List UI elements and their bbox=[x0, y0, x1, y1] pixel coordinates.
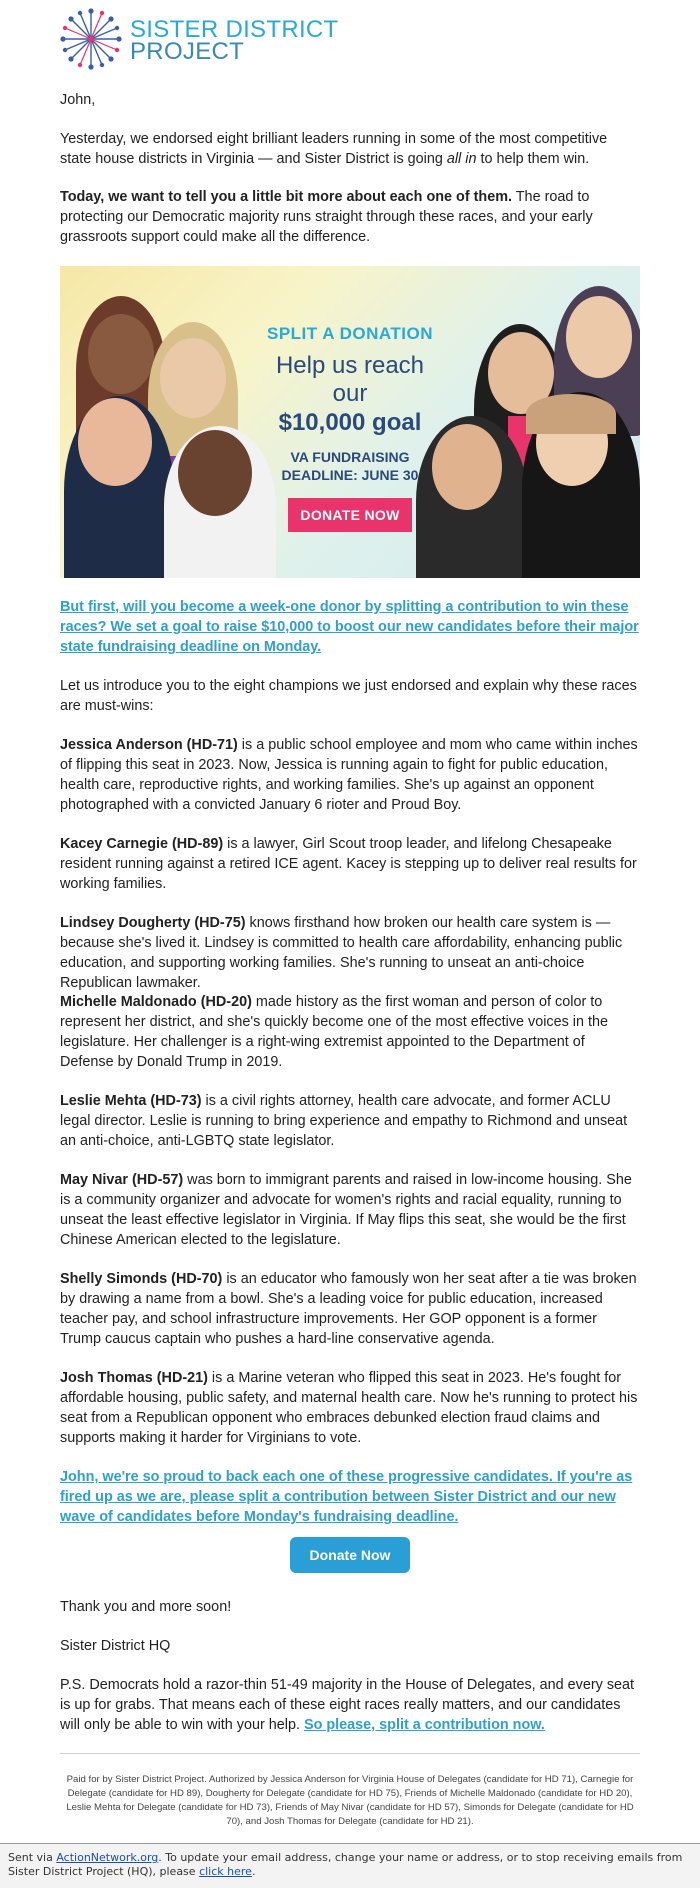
banner-donate-button[interactable]: DONATE NOW bbox=[288, 498, 411, 532]
candidate-paragraph: Shelly Simonds (HD-70) is an educator who famously won her seat after a tie was broken by drawing a name from a bowl. She's a leading voice for public education, increased teacher pay, and school infrastructure improvements. Her GOP opponent is a former Trump caucus captain who pushes a hard-line conservative agenda. bbox=[60, 1271, 637, 1347]
all-in-emphasis: all in bbox=[446, 151, 477, 167]
donation-banner[interactable] bbox=[60, 266, 640, 578]
split-contribution-link[interactable]: John, we're so proud to back each one of these progressive candidates. If you're as fired up as we are, please split a contribution between Sister District and our new wave of candidates before Monday's fundraising deadline. bbox=[60, 1469, 633, 1525]
candidate-hair-right-4 bbox=[526, 394, 616, 434]
paid-for-disclaimer: Paid for by Sister District Project. Authorized by Jessica Anderson for Virginia House of Delegates (candidate for HD 71), Carnegie for Delegate (candidate for HD 89), Dougherty for Delegate (candidate for HD 75), Friends of Michelle Maldonado (candidate for HD 20), Leslie Mehta for Delegate (candidate for HD 73), Friends of May Nivar (candidate for HD 57), Simonds for Delegate (candidate for HD 70), and Josh Thomas for Delegate (candidate for HD 21). bbox=[66, 1774, 634, 1827]
today-bold: Today, we want to tell you a little bit more about each one of them. bbox=[60, 189, 513, 205]
logo[interactable] bbox=[60, 8, 340, 70]
signoff-text: Sister District HQ bbox=[60, 1638, 171, 1654]
banner-goal-text: $10,000 goal bbox=[278, 409, 422, 436]
candidate-name: Lindsey Dougherty (HD-75) bbox=[60, 915, 246, 931]
donate-now-button[interactable]: Donate Now bbox=[290, 1537, 411, 1573]
ps-split-link[interactable]: So please, split a contribution now. bbox=[303, 1717, 545, 1733]
sister-district-burst-icon bbox=[60, 8, 122, 70]
candidate-face-left-4 bbox=[178, 430, 252, 516]
candidate-name: May Nivar (HD-57) bbox=[60, 1172, 184, 1188]
banner-split-heading: SPLIT A DONATION bbox=[266, 324, 434, 343]
split-contribution-link-paragraph bbox=[60, 1467, 640, 1527]
candidate-name: Michelle Maldonado (HD-20) bbox=[60, 994, 252, 1010]
banner-va-deadline-line2: DEADLINE: JUNE 30 bbox=[281, 467, 419, 483]
ps-paragraph: P.S. Democrats hold a razor-thin 51-49 majority in the House of Delegates, and every seat is up for grabs. That means each of these eight races really matters, and our candidates will only be able to win with your help. So please, split a contribution now. bbox=[60, 1677, 635, 1733]
candidate-name: Jessica Anderson (HD-71) bbox=[60, 737, 238, 753]
intro-paragraph: Yesterday, we endorsed eight brilliant leaders running in some of the most competitive state house districts in Virginia — and Sister District is going all in to help them win. bbox=[60, 131, 608, 167]
today-paragraph: Today, we want to tell you a little bit more about each one of them. The road to protecting our Democratic majority runs straight through these races, and your early grassroots support could make all the difference. bbox=[60, 189, 593, 245]
logo-line2: PROJECT bbox=[130, 38, 245, 65]
candidate-paragraph: Leslie Mehta (HD-73) is a civil rights attorney, health care advocate, and former ACLU legal director. Leslie is running to bring experience and empathy to Richmond and unseat an anti-choice, anti-LGBTQ state legislator. bbox=[60, 1093, 628, 1149]
candidate-face-right-3 bbox=[432, 424, 502, 510]
candidate-face-left-3 bbox=[78, 398, 152, 486]
candidate-name: Leslie Mehta (HD-73) bbox=[60, 1093, 202, 1109]
action-network-footer: Sent via ActionNetwork.org. To update your email address, change your name or address, or to stop receiving emails from Sister District Project (HQ), please click here. bbox=[0, 1843, 700, 1888]
candidate-name: Josh Thomas (HD-21) bbox=[60, 1370, 208, 1386]
banner-help-text: Help us reach our bbox=[275, 352, 425, 407]
candidate-face-left-2 bbox=[160, 338, 226, 418]
candidate-face-left-1 bbox=[88, 314, 154, 394]
candidate-paragraph: Jessica Anderson (HD-71) is a public school employee and mom who came within inches of flipping this seat in 2023. Now, Jessica is running again to fight for public education, health care, reproductive rights, and working families. She's up against an opponent photographed with a convicted January 6 rioter and Proud Boy. bbox=[60, 737, 638, 813]
cta-wrap bbox=[60, 1537, 640, 1573]
week-one-donor-link-paragraph bbox=[60, 597, 640, 657]
actionnetwork-link[interactable]: ActionNetwork.org bbox=[56, 1851, 159, 1864]
intro-candidates: Let us introduce you to the eight champions we just endorsed and explain why these races are must-wins: bbox=[60, 678, 637, 714]
candidate-name: Shelly Simonds (HD-70) bbox=[60, 1271, 223, 1287]
thanks-text: Thank you and more soon! bbox=[60, 1599, 232, 1615]
week-one-donor-link[interactable]: But first, will you become a week-one donor by splitting a contribution to win these races? We set a goal to raise $10,000 to boost our new candidates before their major state fundraising deadline on Monday. bbox=[60, 599, 639, 655]
candidate-paragraph: Josh Thomas (HD-21) is a Marine veteran who flipped this seat in 2023. He's fought for affordable housing, public safety, and maternal health care. Now he's running to protect his seat from a Republican opponent who embraces debunked election fraud claims and supports making it harder for Virginians to vote. bbox=[60, 1370, 638, 1446]
candidate-paragraph: May Nivar (HD-57) was born to immigrant parents and raised in low-income housing. She is a community organizer and advocate for women's rights and racial equality, running to unseat the least effective legislator in Virginia. If May flips this seat, she would be the first Chinese American elected to the legislature. bbox=[60, 1172, 632, 1248]
footer-divider bbox=[0, 1843, 700, 1844]
candidate-paragraph: Kacey Carnegie (HD-89) is a lawyer, Girl Scout troop leader, and lifelong Chesapeake resident running against a retired ICE agent. Kacey is stepping up to deliver real results for working families. bbox=[60, 836, 637, 892]
divider bbox=[60, 1753, 640, 1754]
unsubscribe-click-here-link[interactable]: click here bbox=[199, 1865, 252, 1878]
banner-va-deadline-line1: VA FUNDRAISING bbox=[290, 449, 410, 465]
candidate-paragraph: Lindsey Dougherty (HD-75) knows firsthand how broken our health care system is — because she's lived it. Lindsey is committed to health care affordability, enhancing public education, and supporting working families. She's running to unseat an anti-choice Republican lawmaker. bbox=[60, 915, 623, 991]
logo-line1: SISTER DISTRICT bbox=[130, 16, 339, 43]
candidate-paragraph: Michelle Maldonado (HD-20) made history as the first woman and person of color to represent her district, and she's quickly become one of the most effective voices in the legislature. Her challenger is a right-wing extremist appointed to the Department of Defense by Donald Trump in 2019. bbox=[60, 994, 609, 1070]
candidate-face-right-2 bbox=[566, 296, 632, 378]
greeting: John, bbox=[60, 92, 96, 108]
candidate-name: Kacey Carnegie (HD-89) bbox=[60, 836, 224, 852]
